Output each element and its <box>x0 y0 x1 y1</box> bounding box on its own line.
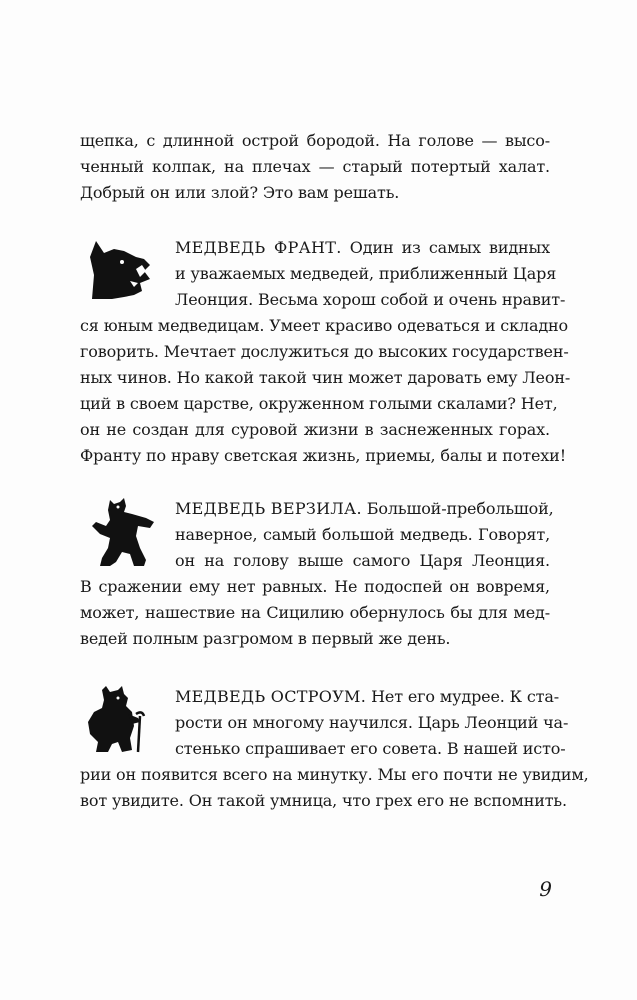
entry-name: МЕДВЕДЬ ВЕРЗИЛА. <box>175 499 362 518</box>
entry-line: говорить. Мечтает дослужиться до высоких государствен- <box>80 342 569 361</box>
entry-line: может, нашествие на Сицилию обернулось бы для мед- <box>80 603 550 622</box>
page-number: 9 <box>539 877 552 901</box>
bear-head-icon <box>84 235 156 301</box>
entry-line: рии он появится всего на минутку. Мы его почти не увидим, <box>80 765 589 784</box>
entry-name: МЕДВЕДЬ ФРАНТ. <box>175 238 342 257</box>
entry-text: Большой-пребольшой, <box>361 499 554 518</box>
entry-line: он не создан для суровой жизни в заснеженных горах. <box>80 420 550 439</box>
entry-name: МЕДВЕДЬ ОСТРОУМ. <box>175 687 367 706</box>
intro-line: щепка, с длинной острой бородой. На голове — высо- <box>80 131 550 150</box>
entry-line: он на голову выше самого Царя Леонция. <box>175 551 550 570</box>
entry-line: В сражении ему нет равных. Не подоспей он вовремя, <box>80 577 550 596</box>
entry-line: и уважаемых медведей, приближенный Царя <box>175 264 557 283</box>
entry-line: наверное, самый большой медведь. Говорят, <box>175 525 550 544</box>
old-bear-with-cane-icon <box>84 684 150 754</box>
entry-line: вот увидите. Он такой умница, что грех его не вспомнить. <box>80 791 567 810</box>
entry-text: Нет его мудрее. К ста- <box>366 687 559 706</box>
entry-line: ся юным медведицам. Умеет красиво одеваться и складно <box>80 316 569 335</box>
intro-line: Добрый он или злой? Это вам решать. <box>80 183 400 202</box>
entry-line: Франту по нраву светская жизнь, приемы, балы и потехи! <box>80 446 566 465</box>
entry-line: ций в своем царстве, окруженном голыми скалами? Нет, <box>80 394 558 413</box>
entry-first-line <box>175 496 554 522</box>
entry-line: ведей полным разгромом в первый же день. <box>80 629 451 648</box>
entry-text: Один из самых видных <box>341 238 551 257</box>
entry-first-line <box>175 235 550 261</box>
entry-line: ных чинов. Но какой такой чин может даровать ему Леон- <box>80 368 571 387</box>
entry-line: рости он многому научился. Царь Леонций ча- <box>175 713 569 732</box>
entry-first-line <box>175 684 559 710</box>
entry-line: Леонция. Весьма хорош собой и очень нравит- <box>175 290 566 309</box>
entry-line: стенько спрашивает его совета. В нашей исто- <box>175 739 566 758</box>
intro-line: ченный колпак, на плечах — старый потертый халат. <box>80 157 550 176</box>
big-bear-icon <box>88 496 158 568</box>
